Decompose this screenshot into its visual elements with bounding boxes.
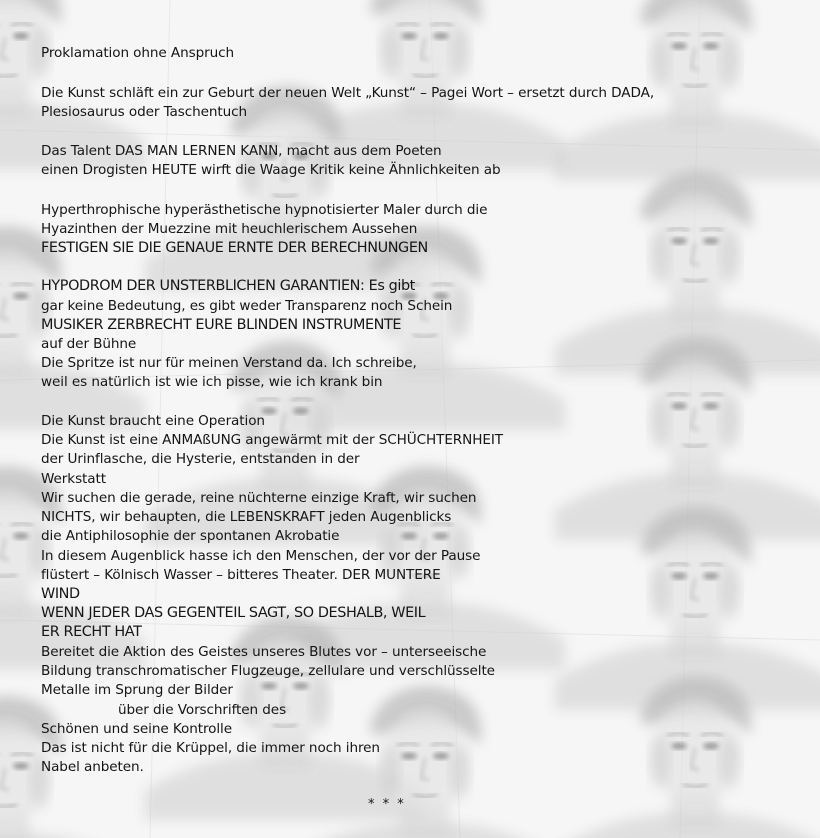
poem-line: weil es natürlich ist wie ich pisse, wie ich krank bin [41,374,383,390]
poem-line: In diesem Augenblick hasse ich den Menschen, der vor der Pause [41,548,481,564]
poem-line: Die Kunst schläft ein zur Geburt der neuen Welt „Kunst“ – Pagei Wort – ersetzt durch DADA, [41,85,655,101]
poem-line: Bereitet die Aktion des Geistes unseres Blutes vor – unterseeische [41,644,487,660]
poem-line: Die Kunst ist eine ANMAßUNG angewärmt mit der SCHÜCHTERNHEIT [41,432,503,448]
poem-line: Die Kunst braucht eine Operation [41,413,265,429]
poem-line: Hyperthrophische hyperästhetische hypnotisierter Maler durch die [41,202,488,218]
poem-line: Das Talent DAS MAN LERNEN KANN, macht aus dem Poeten [41,143,442,159]
poem-line: ER RECHT HAT [41,624,142,640]
poem-line: NICHTS, wir behaupten, die LEBENSKRAFT jeden Augenblicks [41,509,452,525]
poem-line: Die Spritze ist nur für meinen Verstand da. Ich schreibe, [41,355,417,371]
poem-line: MUSIKER ZERBRECHT EURE BLINDEN INSTRUMENTE [41,317,402,333]
poem-line: flüstert – Kölnisch Wasser – bitteres Theater. DER MUNTERE [41,567,441,583]
poem-line: auf der Bühne [41,336,137,352]
poem-line: Hyazinthen der Muezzine mit heuchlerischem Aussehen [41,221,418,237]
poem-line: Metalle im Sprung der Bilder [41,682,233,698]
poem-line: WIND [41,586,80,602]
poem-line: Nabel anbeten. [41,759,144,775]
poem-line: einen Drogisten HEUTE wirft die Waage Kritik keine Ähnlichkeiten ab [41,162,501,178]
poem-line: Bildung transchromatischer Flugzeuge, zellulare und verschlüsselte [41,663,495,679]
poem-line: Plesiosaurus oder Taschentuch [41,104,248,120]
poem-line: der Urinflasche, die Hysterie, entstanden in der [41,451,360,467]
poem-line: gar keine Bedeutung, es gibt weder Transparenz noch Schein [41,298,453,314]
poem-line: die Antiphilosophie der spontanen Akrobatie [41,528,340,544]
poem-line: Das ist nicht für die Krüppel, die immer noch ihren [41,740,380,756]
poem-line: Werkstatt [41,471,106,487]
poem-line: Wir suchen die gerade, reine nüchterne einzige Kraft, wir suchen [41,490,477,506]
poem-line: Schönen und seine Kontrolle [41,721,232,737]
section-separator: * * * [368,797,406,812]
poem-title: Proklamation ohne Anspruch [41,45,235,61]
poem-line: HYPODROM DER UNSTERBLICHEN GARANTIEN: Es gibt [41,278,415,294]
poem-line: über die Vorschriften des [118,702,287,718]
poem-line: FESTIGEN SIE DIE GENAUE ERNTE DER BERECHNUNGEN [41,240,428,256]
poem-line: WENN JEDER DAS GEGENTEIL SAGT, SO DESHALB, WEIL [41,605,426,621]
